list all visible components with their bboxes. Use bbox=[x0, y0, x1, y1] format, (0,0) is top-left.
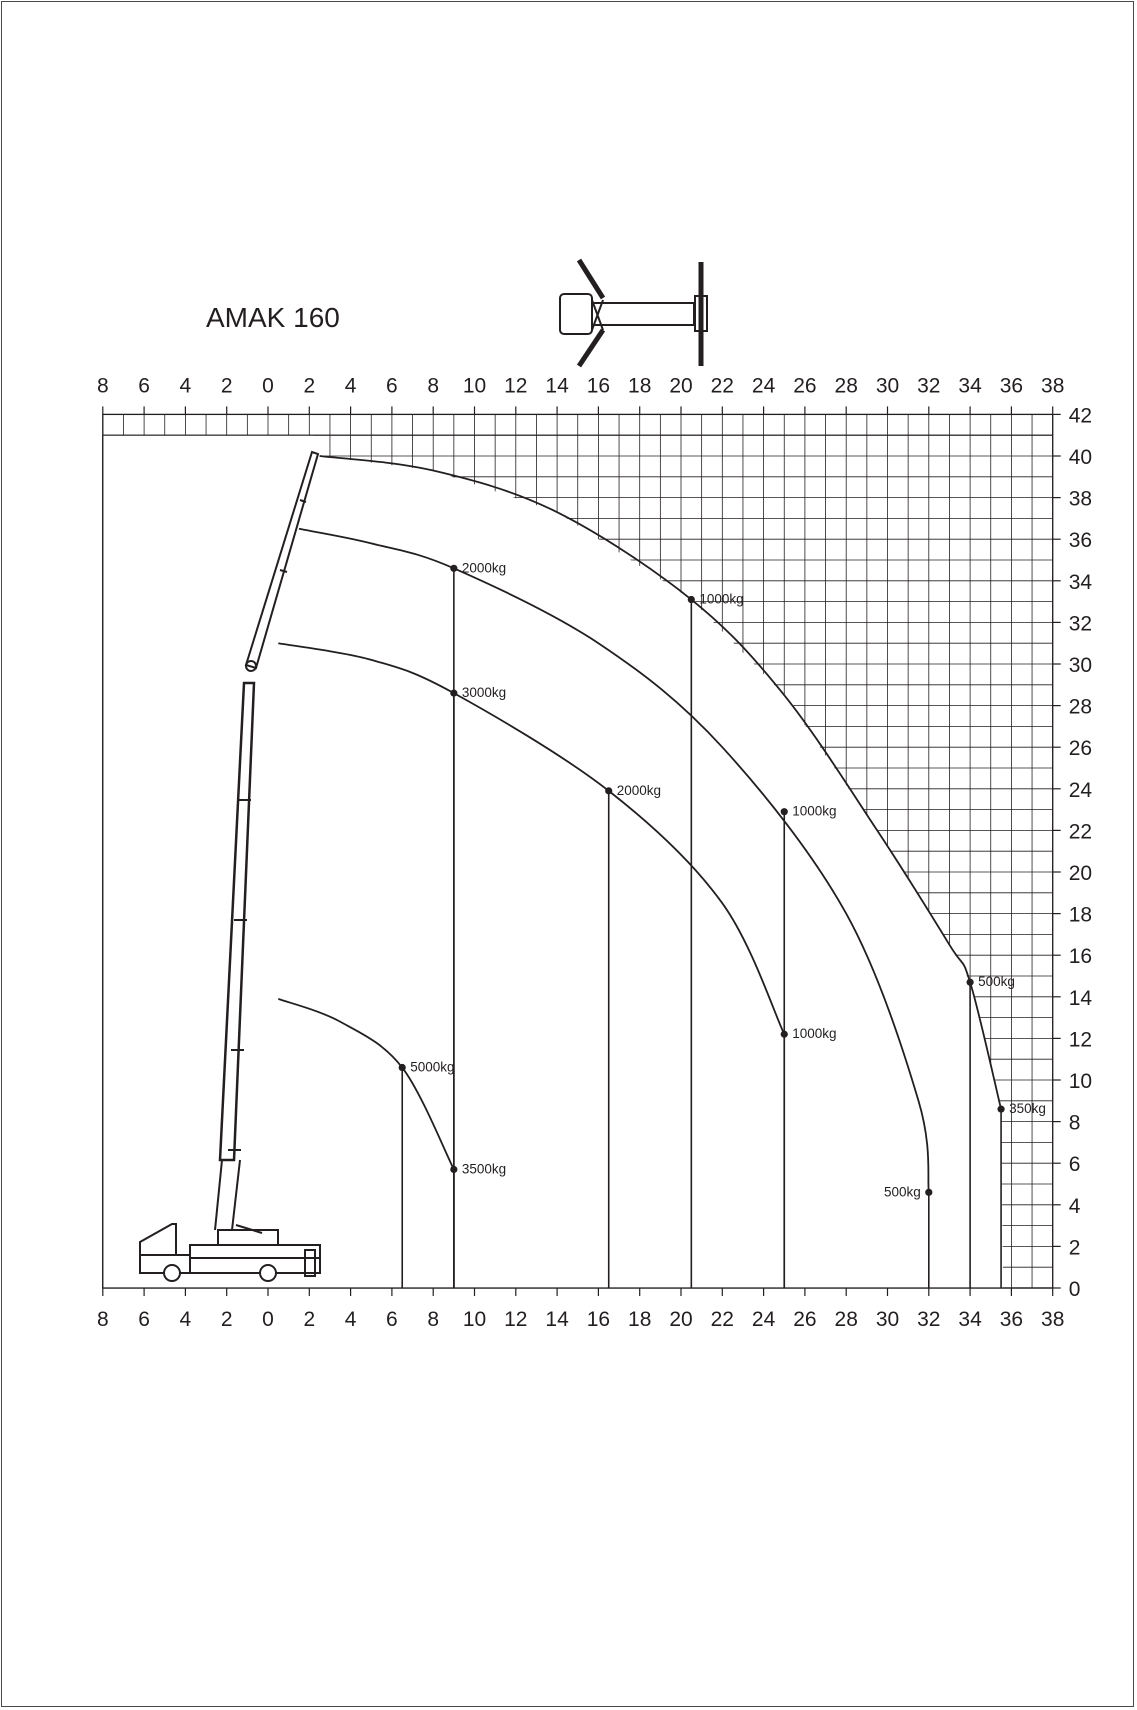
y-tick-label: 14 bbox=[1068, 986, 1093, 1010]
load-point bbox=[967, 979, 974, 986]
x-bottom-tick-label: 28 bbox=[834, 1308, 858, 1331]
load-point bbox=[399, 1064, 406, 1071]
x-top-tick-label: 10 bbox=[462, 374, 487, 398]
load-point-label: 1000kg bbox=[792, 803, 837, 819]
x-bottom-tick-label: 18 bbox=[628, 1308, 652, 1331]
x-bottom-tick-label: 30 bbox=[875, 1308, 900, 1331]
load-point-label: 5000kg bbox=[410, 1059, 455, 1075]
y-tick-label: 24 bbox=[1068, 778, 1093, 802]
x-top-tick-label: 2 bbox=[303, 374, 316, 398]
x-bottom-tick-label: 8 bbox=[427, 1308, 440, 1331]
x-top-tick-label: 32 bbox=[917, 374, 941, 398]
x-bottom-tick-label: 14 bbox=[545, 1308, 569, 1331]
y-tick-label: 16 bbox=[1068, 945, 1093, 969]
y-tick-label: 18 bbox=[1068, 903, 1093, 927]
x-top-tick-label: 6 bbox=[138, 374, 150, 398]
x-bottom-tick-label: 38 bbox=[1041, 1308, 1065, 1331]
x-top-tick-label: 4 bbox=[344, 374, 357, 398]
x-top-tick-label: 12 bbox=[504, 374, 528, 398]
load-point bbox=[688, 596, 695, 603]
x-top-tick-label: 28 bbox=[834, 374, 858, 398]
x-bottom-tick-label: 26 bbox=[793, 1308, 817, 1331]
x-top-tick-label: 22 bbox=[710, 374, 734, 398]
y-tick-label: 12 bbox=[1068, 1028, 1093, 1052]
x-bottom-tick-label: 2 bbox=[220, 1308, 233, 1331]
y-tick-label: 4 bbox=[1068, 1194, 1081, 1218]
x-top-tick-label: 34 bbox=[958, 374, 982, 398]
x-bottom-tick-label: 34 bbox=[958, 1308, 982, 1331]
x-bottom-tick-label: 8 bbox=[96, 1308, 109, 1331]
x-bottom-tick-label: 0 bbox=[262, 1308, 274, 1331]
load-point-label: 350kg bbox=[1009, 1101, 1046, 1117]
load-point bbox=[925, 1189, 932, 1196]
load-point-label: 3000kg bbox=[461, 685, 507, 701]
load-point-label: 2000kg bbox=[461, 560, 507, 576]
y-tick-label: 36 bbox=[1068, 529, 1093, 553]
load-point-label: 1000kg bbox=[792, 1026, 837, 1042]
x-bottom-tick-label: 12 bbox=[504, 1308, 528, 1331]
x-top-tick-label: 18 bbox=[628, 374, 652, 398]
x-bottom-tick-label: 4 bbox=[179, 1308, 192, 1331]
load-point-label: 3500kg bbox=[461, 1161, 507, 1177]
x-bottom-tick-label: 4 bbox=[344, 1308, 357, 1331]
x-top-tick-label: 6 bbox=[386, 374, 398, 398]
x-bottom-tick-label: 36 bbox=[999, 1308, 1024, 1331]
x-top-tick-label: 8 bbox=[96, 374, 109, 398]
x-bottom-tick-label: 32 bbox=[917, 1308, 941, 1331]
x-top-tick-label: 24 bbox=[751, 374, 776, 398]
x-top-tick-label: 2 bbox=[220, 374, 233, 398]
y-tick-label: 0 bbox=[1068, 1278, 1081, 1301]
load-point-label: 1000kg bbox=[699, 591, 744, 607]
crane-top-view-icon bbox=[560, 260, 707, 366]
load-point bbox=[605, 787, 612, 794]
load-point-label: 2000kg bbox=[616, 782, 662, 798]
y-tick-label: 34 bbox=[1068, 570, 1093, 594]
x-top-tick-label: 14 bbox=[545, 374, 569, 398]
y-tick-label: 30 bbox=[1068, 654, 1093, 677]
load-point-label: 500kg bbox=[978, 974, 1015, 990]
load-point bbox=[450, 690, 457, 697]
x-top-tick-label: 38 bbox=[1041, 374, 1065, 398]
load-point bbox=[450, 1166, 457, 1173]
load-point bbox=[997, 1106, 1004, 1113]
x-bottom-tick-label: 20 bbox=[669, 1308, 693, 1331]
load-envelope-area bbox=[103, 435, 1003, 1288]
x-bottom-tick-label: 10 bbox=[462, 1308, 487, 1331]
x-top-tick-label: 4 bbox=[179, 374, 192, 398]
x-bottom-tick-label: 6 bbox=[138, 1308, 150, 1331]
x-top-tick-label: 0 bbox=[262, 374, 274, 398]
y-tick-label: 6 bbox=[1068, 1153, 1081, 1177]
y-tick-label: 10 bbox=[1068, 1070, 1093, 1093]
load-point-label: 500kg bbox=[884, 1184, 921, 1200]
y-tick-label: 8 bbox=[1068, 1111, 1081, 1135]
load-point bbox=[450, 565, 457, 572]
x-bottom-tick-label: 6 bbox=[386, 1308, 398, 1331]
y-tick-label: 40 bbox=[1068, 446, 1093, 469]
x-top-tick-label: 16 bbox=[586, 374, 611, 398]
y-tick-label: 26 bbox=[1068, 737, 1093, 761]
y-tick-label: 22 bbox=[1068, 820, 1093, 844]
load-point bbox=[781, 808, 788, 815]
x-top-tick-label: 20 bbox=[669, 374, 693, 398]
load-point bbox=[781, 1031, 788, 1038]
x-top-tick-label: 36 bbox=[999, 374, 1024, 398]
y-tick-label: 20 bbox=[1068, 862, 1093, 885]
x-bottom-tick-label: 24 bbox=[751, 1308, 776, 1331]
y-tick-label: 42 bbox=[1068, 404, 1093, 428]
x-top-tick-label: 26 bbox=[793, 374, 817, 398]
x-bottom-tick-label: 16 bbox=[586, 1308, 611, 1331]
y-tick-label: 2 bbox=[1068, 1236, 1081, 1260]
chart-title: AMAK 160 bbox=[206, 302, 340, 333]
y-tick-label: 28 bbox=[1068, 695, 1093, 719]
x-bottom-tick-label: 22 bbox=[710, 1308, 734, 1331]
x-top-tick-label: 8 bbox=[427, 374, 440, 398]
y-tick-label: 32 bbox=[1068, 612, 1093, 636]
y-tick-label: 38 bbox=[1068, 487, 1093, 511]
x-bottom-tick-label: 2 bbox=[303, 1308, 316, 1331]
x-top-tick-label: 30 bbox=[875, 374, 900, 398]
